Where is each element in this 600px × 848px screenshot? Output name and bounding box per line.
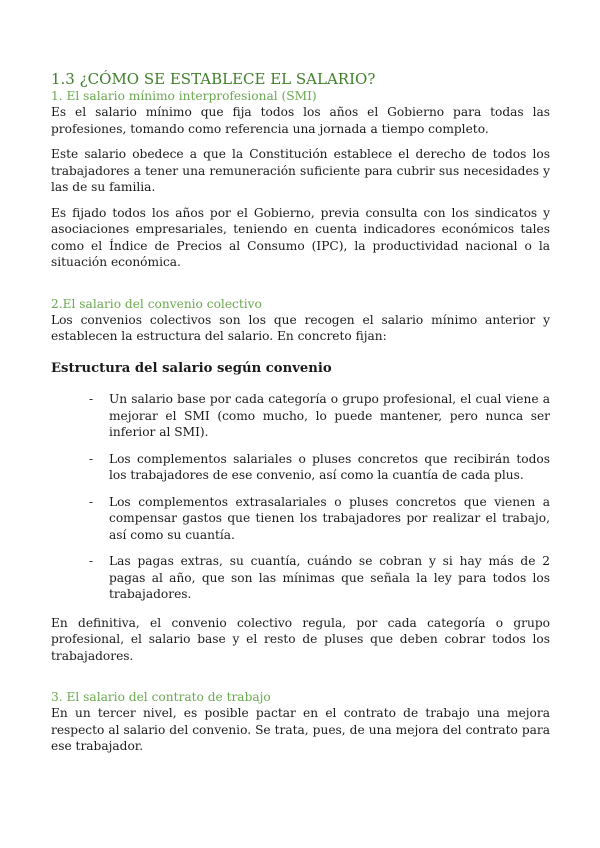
section-gap: [51, 673, 550, 689]
section-title: 1.3 ¿CÓMO SE ESTABLECE EL SALARIO?: [51, 70, 376, 88]
smi-paragraph-3: Es fijado todos los años por el Gobierno, previa consulta con los sindicatos y asociaciones empresariales, teniendo en cuenta indicadores económicos tales como el Índice de Precios al Consumo (IPC), la productividad nacional o la situación económica.: [51, 205, 550, 269]
structure-list: [51, 391, 550, 603]
convenio-intro: Los convenios colectivos son los que recogen el salario mínimo anterior y establecen la estructura del salario. En concreto fijan:: [51, 312, 550, 343]
structure-title: Estructura del salario según convenio: [51, 360, 332, 376]
dash-bullet: -: [89, 392, 94, 406]
list-item: [91, 553, 550, 603]
convenio-conclusion: En definitiva, el convenio colectivo regula, por cada categoría o grupo profesional, el salario base y el resto de pluses que deben cobrar todos los trabajadores.: [51, 615, 550, 663]
document-page: [51, 70, 550, 764]
contrato-paragraph: En un tercer nivel, es posible pactar en el contrato de trabajo una mejora respecto al salario del convenio. Se trata, pues, de una mejora del contrato para ese trabajador.: [51, 706, 550, 753]
list-item-text: Los complementos extrasalariales o pluses concretos que vienen a compensar gastos que tienen los trabajadores por realizar el trabajo, así como su cuantía.: [109, 494, 550, 542]
list-item-text: Las pagas extras, su cuantía, cuándo se cobran y si hay más de 2 pagas al año, que son las mínimas que señala la ley para todos los trabajadores.: [109, 554, 550, 601]
dash-bullet: -: [89, 451, 94, 466]
convenio-heading: 2.El salario del convenio colectivo: [51, 296, 262, 311]
list-item: [91, 494, 550, 544]
dash-bullet: -: [89, 494, 94, 509]
list-item-text: Los complementos salariales o pluses concretos que recibirán todos los trabajadores de ese convenio, así como la cuantía de cada plus.: [109, 451, 550, 482]
smi-paragraph-1: Es el salario mínimo que fija todos los años el Gobierno para todas las profesiones, tomando como referencia una jornada a tiempo completo.: [51, 105, 550, 136]
smi-heading: 1. El salario mínimo interprofesional (SMI): [51, 89, 317, 103]
list-item: [91, 391, 550, 441]
section-gap: [51, 280, 550, 296]
dash-bullet: -: [89, 554, 94, 568]
list-item-text: Un salario base por cada categoría o grupo profesional, el cual viene a mejorar el SMI (como mucho, lo puede mantener, pero nunca ser inferior al SMI).: [109, 392, 550, 439]
list-item: [91, 451, 550, 484]
contrato-heading: 3. El salario del contrato de trabajo: [51, 690, 271, 704]
smi-paragraph-2: Este salario obedece a que la Constitución establece el derecho de todos los trabajadores a tener una remuneración suficiente para cubrir sus necesidades y las de su familia.: [51, 147, 550, 194]
